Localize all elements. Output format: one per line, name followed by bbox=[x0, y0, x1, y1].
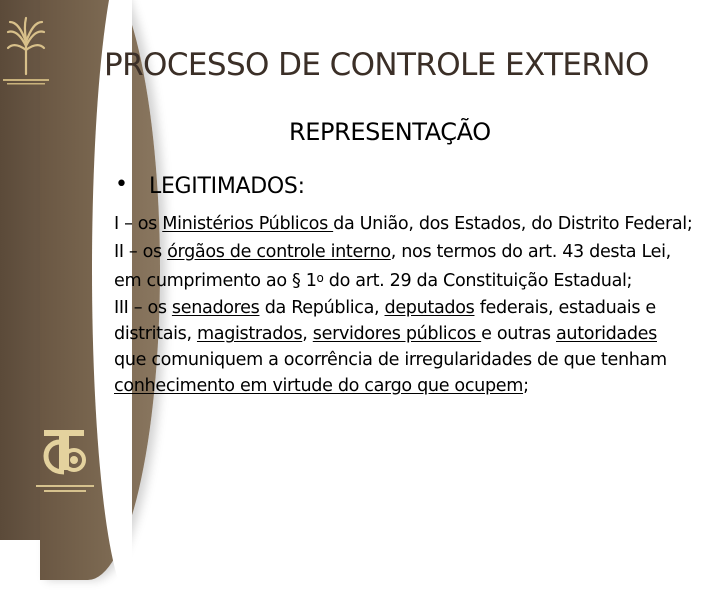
tce-emblem-icon bbox=[38, 428, 90, 482]
paragraph-text: do art. 29 da Constituição Estadual; bbox=[323, 270, 633, 291]
slide-title: PROCESSO DE CONTROLE EXTERNO bbox=[104, 47, 649, 83]
underlined-term: magistrados bbox=[196, 324, 303, 345]
underlined-term: órgãos de controle interno bbox=[167, 241, 391, 262]
top-logo-caption-icon bbox=[3, 78, 49, 86]
bottom-logo-caption-icon bbox=[34, 484, 96, 496]
paragraph-text: que comuniquem a ocorrência de irregularidades de que tenham bbox=[114, 349, 667, 370]
legitimados-list bbox=[114, 212, 694, 402]
underlined-term: senadores bbox=[171, 298, 260, 319]
paragraph-text: I – os bbox=[114, 214, 163, 234]
paragraph-text: III – os bbox=[114, 298, 172, 319]
paragraph-text: federais, estaduais e distritais, bbox=[114, 298, 656, 345]
paragraph-text: ; bbox=[523, 375, 529, 396]
bullet-heading: LEGITIMADOS: bbox=[149, 174, 305, 199]
underlined-term: servidores públicos bbox=[312, 324, 482, 345]
paragraph-text: , bbox=[302, 324, 313, 345]
legitimado-paragraph bbox=[114, 240, 694, 295]
legitimado-paragraph bbox=[114, 212, 694, 238]
underlined-term: Ministérios Públicos bbox=[162, 214, 334, 234]
paragraph-text: e outras bbox=[481, 324, 556, 345]
slide-subtitle: REPRESENTAÇÃO bbox=[289, 118, 491, 146]
underlined-term: deputados bbox=[384, 298, 475, 319]
paragraph-text: da União, dos Estados, do Distrito Federal; bbox=[333, 214, 693, 234]
paragraph-text: II – os bbox=[114, 241, 168, 262]
underlined-term: conhecimento em virtude do cargo que ocupem bbox=[114, 375, 524, 396]
bullet-marker-icon: • bbox=[115, 172, 128, 197]
paragraph-text: , nos termos do art. 43 desta Lei, em cumprimento ao § 1 bbox=[114, 241, 671, 291]
palm-logo-icon bbox=[6, 16, 46, 76]
paragraph-text: da República, bbox=[259, 298, 385, 319]
paragraph-text: o bbox=[316, 270, 324, 285]
underlined-term: autoridades bbox=[556, 324, 657, 345]
legitimado-paragraph bbox=[114, 296, 694, 399]
